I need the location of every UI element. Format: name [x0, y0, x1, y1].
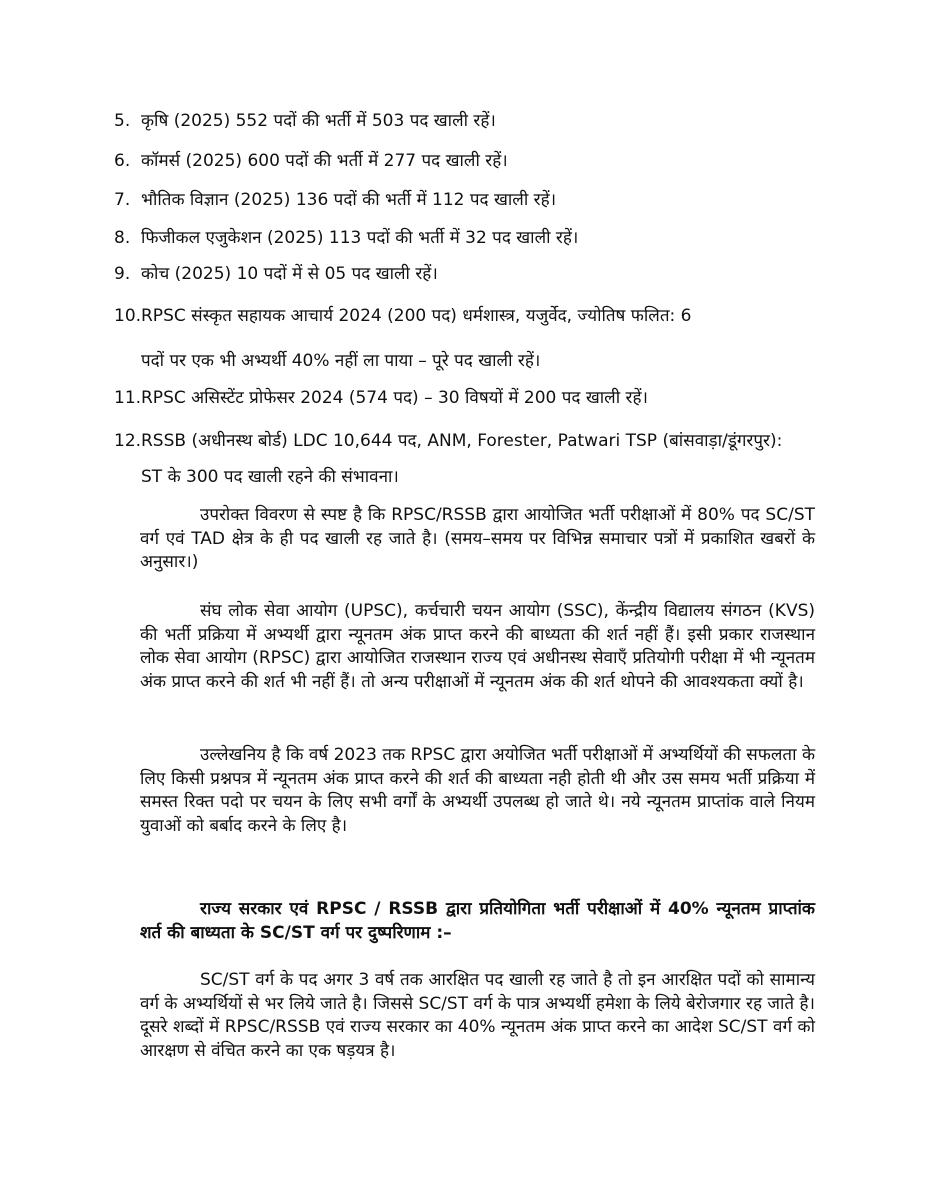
list-number: 12. [114, 431, 142, 451]
list-number: 6. [114, 151, 131, 171]
list-item [114, 227, 814, 249]
list-item [114, 189, 814, 211]
list-number: 8. [114, 228, 131, 248]
list-item [114, 150, 814, 172]
list-text: भौतिक विज्ञान (2025) 136 पदों की भर्ती में 112 पद खाली रहें। [141, 190, 557, 210]
list-item [114, 305, 814, 372]
paragraph: संघ लोक सेवा आयोग (UPSC), कर्चचारी चयन आयोग (SSC), केंन्द्रीय विद्यालय संगठन (KVS) की भर्ती प्रक्रिया में अभ्यर्थी द्वारा न्यूनतम अंक प्राप्त करने की बाध्यता की शर्त नहीं हैं। इसी प्रकार राजस्थान लोक सेवा आयोग (RPSC) द्वारा आयोजित राजस्थान राज्य एवं अधीनस्थ सेवाएँ प्रतियोगी परीक्षा में भी न्यूनतम अंक प्राप्त करने की शर्त भी नहीं हैं। तो अन्य परीक्षाओं में न्यूनतम अंक की शर्त थोपने की आवश्यकता क्यों है। [140, 601, 815, 692]
list-item [114, 430, 814, 488]
list-number: 10. [114, 306, 142, 326]
list-item [114, 110, 814, 132]
list-number: 11. [114, 388, 142, 408]
list-text: कृषि (2025) 552 पदों की भर्ती में 503 पद खाली रहें। [141, 111, 496, 131]
list-number: 5. [114, 111, 131, 131]
list-number: 7. [114, 190, 131, 210]
list-text-continuation: ST के 300 पद खाली रहने की संभावना। [141, 467, 399, 487]
list-number: 9. [114, 264, 131, 284]
paragraph: उपरोक्त विवरण से स्पष्ट है कि RPSC/RSSB द्वारा आयोजित भर्ती परीक्षाओं में 80% पद SC/ST वर्ग एवं TAD क्षेत्र के ही पद खाली रह जाते है। (समय–समय पर विभिन्न समाचार पत्रों में प्रकाशित खबरों के अनुसार।) [140, 505, 815, 573]
section-heading: राज्य सरकार एवं RPSC / RSSB द्वारा प्रतियोगिता भर्ती परीक्षाओं में 40% न्यूनतम प्राप्तांक शर्त की बाध्यता के SC/ST वर्ग पर दुष्परिणाम :– [140, 899, 815, 943]
list-item [114, 387, 814, 409]
list-text-continuation: पदों पर एक भी अभ्यर्थी 40% नहीं ला पाया – पूरे पद खाली रहें। [141, 351, 541, 371]
list-text: RPSC संस्कृत सहायक आचार्य 2024 (200 पद) धर्मशास्त्र, यजुर्वेद, ज्योतिष फलित: 6 [141, 306, 692, 326]
list-text: RSSB (अधीनस्थ बोर्ड) LDC 10,644 पद, ANM, Forester, Patwari TSP (बांसवाड़ा/डूंगरपुर): [141, 431, 783, 451]
list-item [114, 263, 814, 285]
paragraph: उल्लेखनिय है कि वर्ष 2023 तक RPSC द्वारा अयोजित भर्ती परीक्षाओं में अभ्यर्थियों की सफलता के लिए किसी प्रश्नपत्र में न्यूनतम अंक प्राप्त करने की शर्त की बाध्यता नही होती थी और उस समय भर्ती प्रक्रिया में समस्त रिक्त पदो पर चयन के लिए सभी वर्गों के अभ्यर्थी उपलब्ध हो जाते थे। नये न्यूनतम प्राप्तांक वाले नियम युवाओं को बर्बाद करने के लिए है। [140, 745, 815, 836]
list-text: कोच (2025) 10 पदों में से 05 पद खाली रहें। [141, 264, 438, 284]
list-text: फिजीकल एजुकेशन (2025) 113 पदों की भर्ती में 32 पद खाली रहें। [141, 228, 579, 248]
list-text: कॉमर्स (2025) 600 पदों की भर्ती में 277 पद खाली रहें। [141, 151, 508, 171]
paragraph: SC/ST वर्ग के पद अगर 3 वर्ष तक आरक्षित पद खाली रह जाते है तो इन आरक्षित पदों को सामान्य वर्ग के अभ्यर्थियों से भर लिये जाते है। जिससे SC/ST वर्ग के पात्र अभ्यर्थी हमेशा के लिये बेरोजगार रह जाते है। दूसरे शब्दों में RPSC/RSSB एवं राज्य सरकार का 40% न्यूनतम अंक प्राप्त करने का आदेश SC/ST वर्ग को आरक्षण से वंचित करने का एक षड़यत्र है। [140, 970, 815, 1061]
list-text: RPSC असिस्टेंट प्रोफेसर 2024 (574 पद) – 30 विषयों में 200 पद खाली रहें। [141, 388, 648, 408]
